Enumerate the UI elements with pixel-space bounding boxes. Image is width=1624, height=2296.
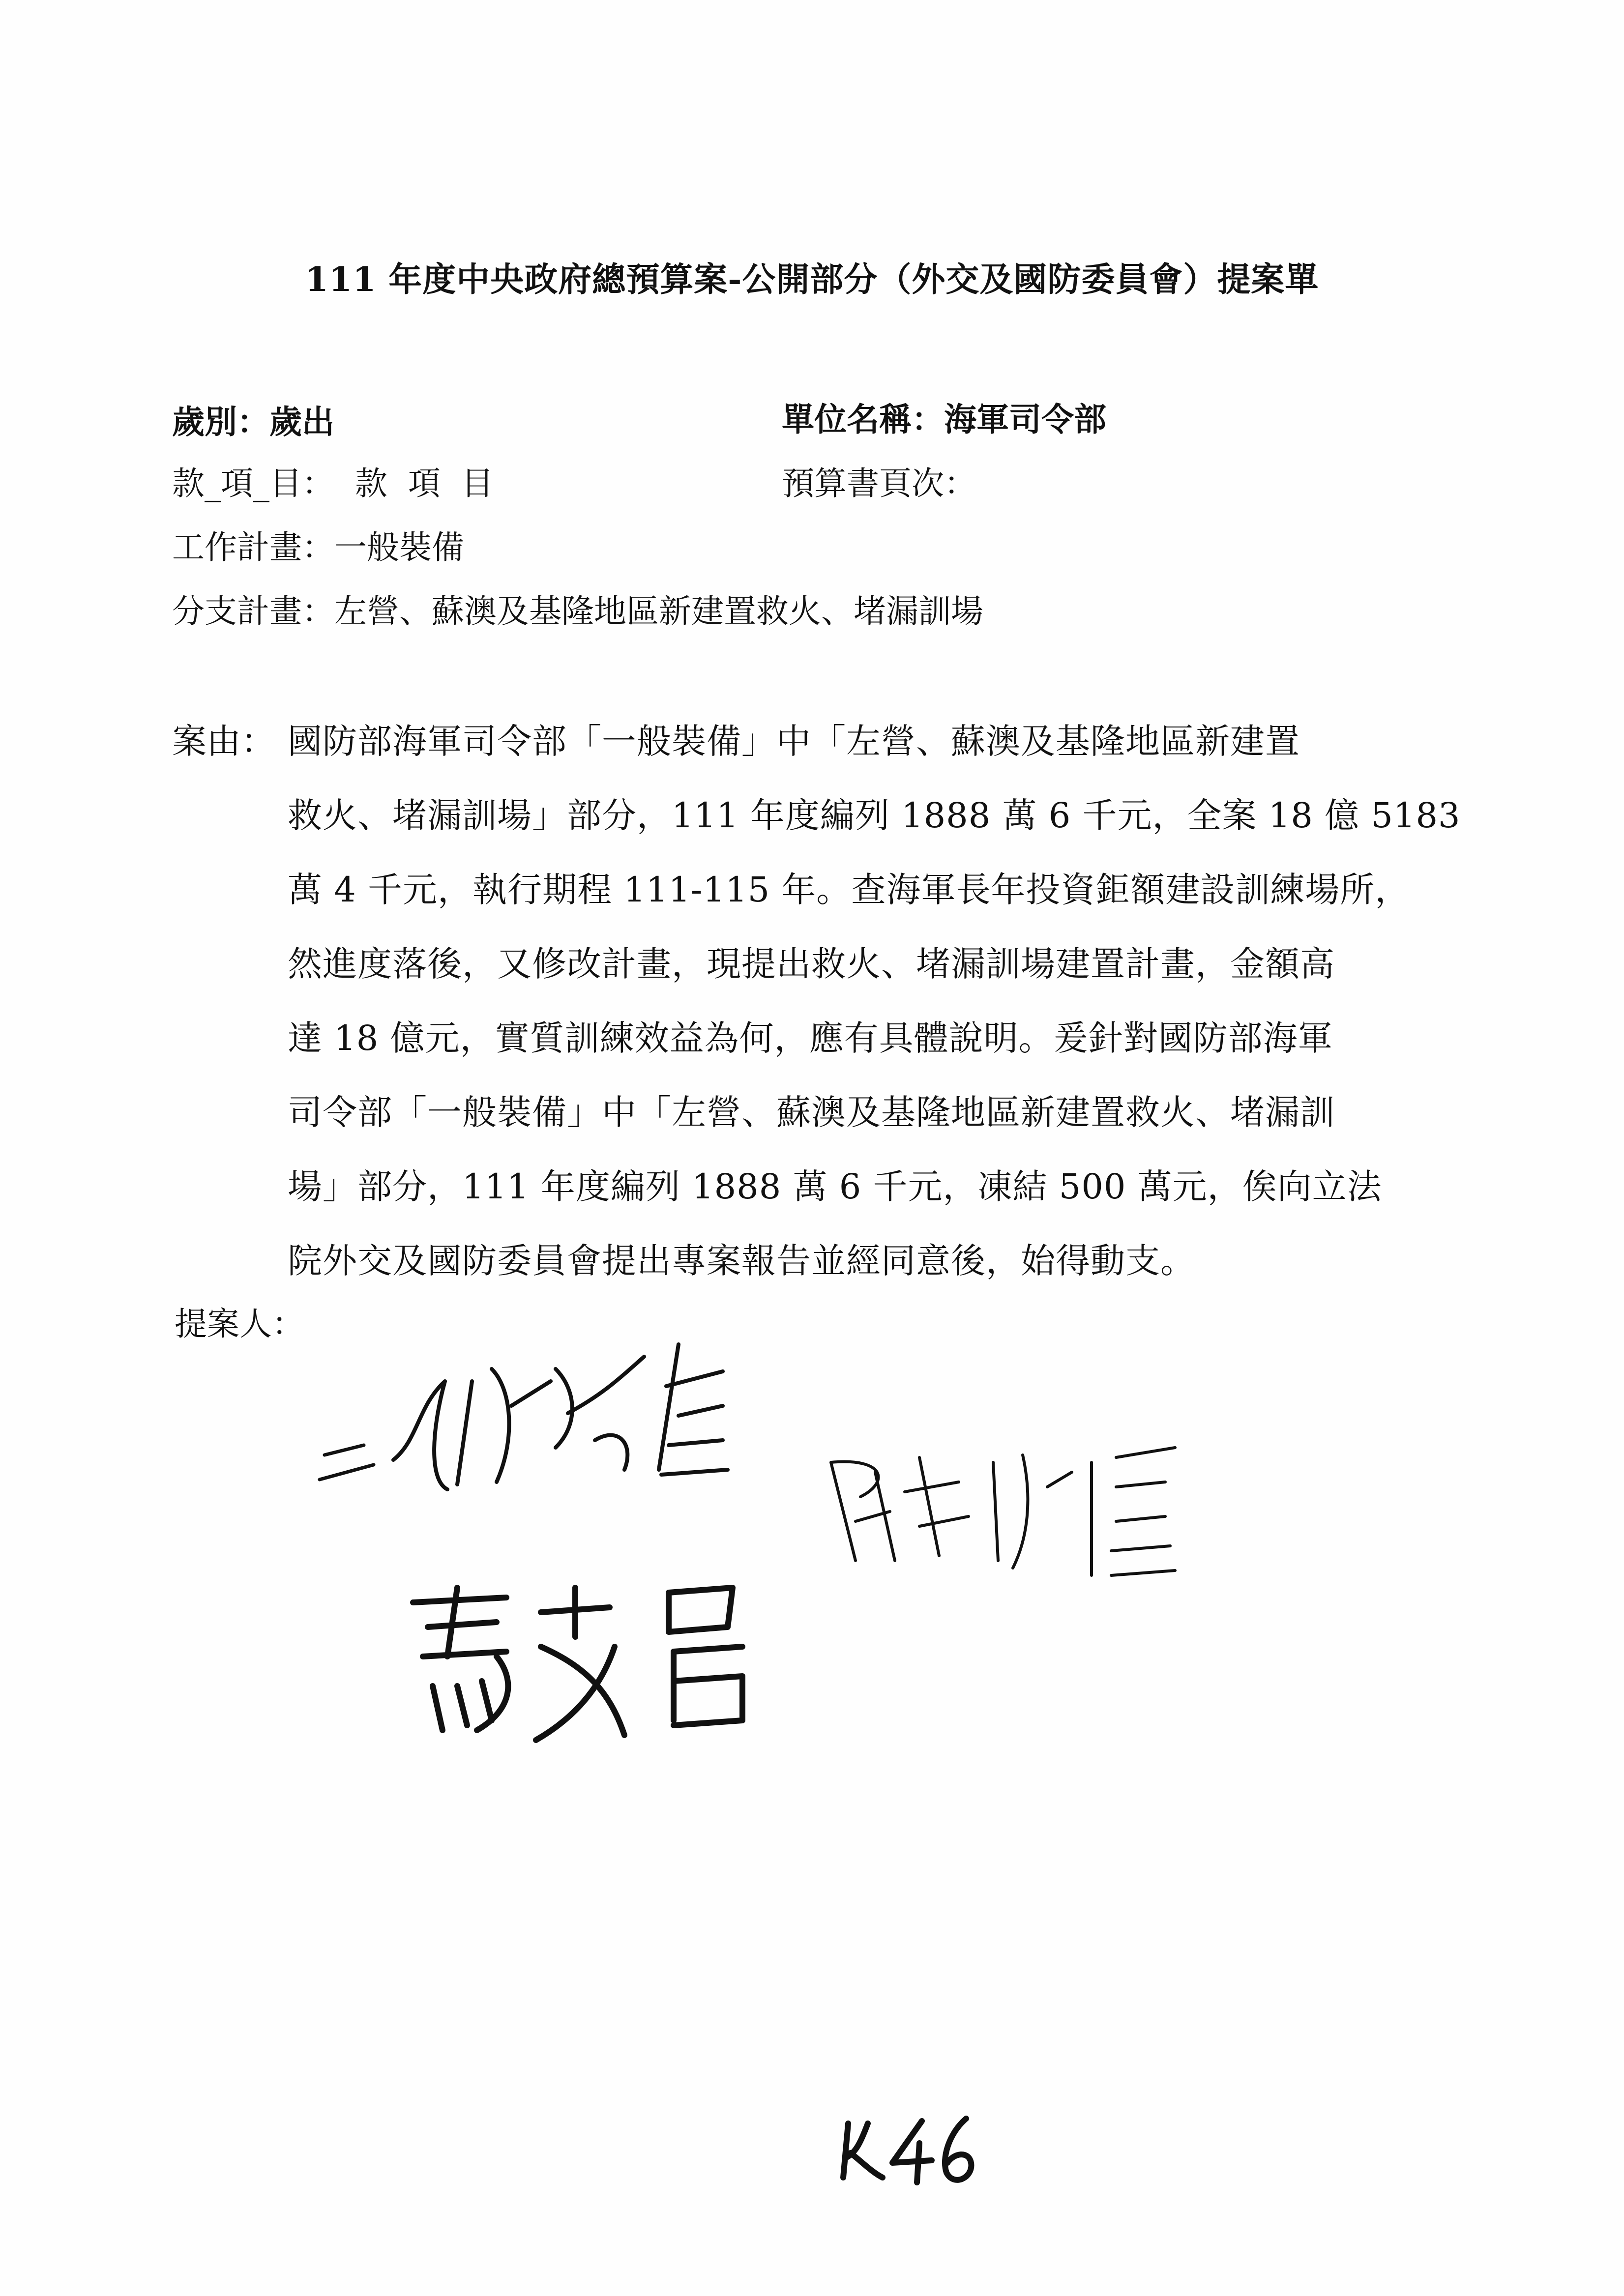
reason-line: 司令部「一般裝備」中「左營、蘇澳及基隆地區新建置救火、堵漏訓 — [288, 1092, 1335, 1133]
branch-plan-field: 分支計畫：左營、蘇澳及基隆地區新建置救火、堵漏訓場 — [172, 592, 983, 630]
handwritten-page-number — [833, 2104, 981, 2192]
proposer-label: 提案人： — [175, 1305, 304, 1343]
reason-line: 場」部分，111 年度編列 1888 萬 6 千元，凍結 500 萬元，俟向立法 — [288, 1166, 1382, 1207]
reason-line: 國防部海軍司令部「一般裝備」中「左營、蘇澳及基隆地區新建置 — [288, 721, 1300, 761]
signature-2 — [816, 1428, 1195, 1595]
reason-line: 救火、堵漏訓場」部分，111 年度編列 1888 萬 6 千元，全案 18 億 5183 — [288, 795, 1461, 836]
reason-line: 萬 4 千元，執行期程 111-115 年。查海軍長年投資鉅額建設訓練場所， — [288, 870, 1410, 910]
reason-label: 案由： — [172, 721, 275, 761]
document-title: 111 年度中央政府總預算案-公開部分（外交及國防委員會）提案單 — [305, 260, 1319, 299]
reason-line: 達 18 億元，實質訓練效益為何，應有具體說明。爰針對國防部海軍 — [288, 1018, 1333, 1058]
budget-page-field: 預算書頁次： — [782, 465, 976, 502]
reason-line: 然進度落後，又修改計畫，現提出救火、堵漏訓場建置計畫，金額高 — [288, 944, 1335, 984]
reason-line: 院外交及國防委員會提出專案報告並經同意後，始得動支。 — [288, 1241, 1195, 1281]
item-field: 款_項_目： 款 項 目 — [172, 465, 494, 502]
unit-name-field: 單位名稱：海軍司令部 — [782, 400, 1106, 438]
year-type-field: 歲別：歲出 — [172, 403, 334, 441]
signature-3 — [398, 1573, 772, 1765]
signature-1 — [305, 1322, 762, 1514]
work-plan-field: 工作計畫：一般裝備 — [172, 528, 464, 566]
